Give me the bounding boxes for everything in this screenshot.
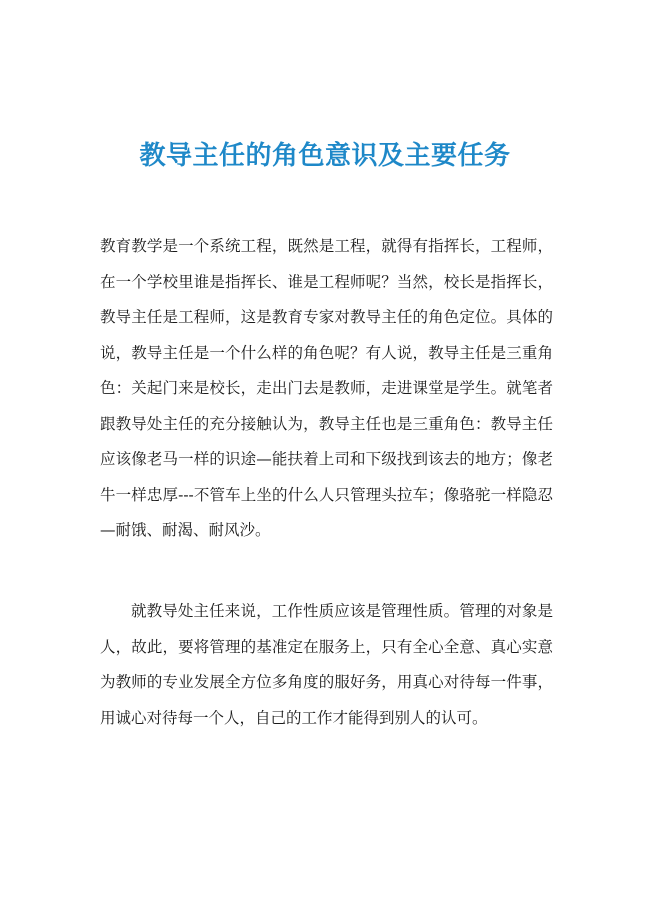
- paragraph-1: 教育教学是一个系统工程，既然是工程，就得有指挥长，工程师，在一个学校里谁是指挥长、谁是工程师呢？当然，校长是指挥长，教导主任是工程师，这是教育专家对教导主任的角色定位。具体的说，教导主任是一个什么样的角色呢？有人说，教导主任是三重角色：关起门来是校长，走出门去是教师，走进课堂是学生。就笔者跟教导处主任的充分接触认为，教导主任也是三重角色：教导主任应该像老马一样的识途—能扶着上司和下级找到该去的地方；像老牛一样忠厚---不管车上坐的什么人只管理头拉车；像骆驼一样隐忍—耐饿、耐渴、耐风沙。: [100, 237, 553, 539]
- document-title: 教导主任的角色意识及主要任务: [139, 141, 511, 171]
- paragraph-2: 就教导处主任来说，工作性质应该是管理性质。管理的对象是人，故此，要将管理的基准定在服务上，只有全心全意、真心实意为教师的专业发展全方位多角度的服好务，用真心对待每一件事，用诚心对待每一个人，自己的工作才能得到别人的认可。: [100, 602, 553, 727]
